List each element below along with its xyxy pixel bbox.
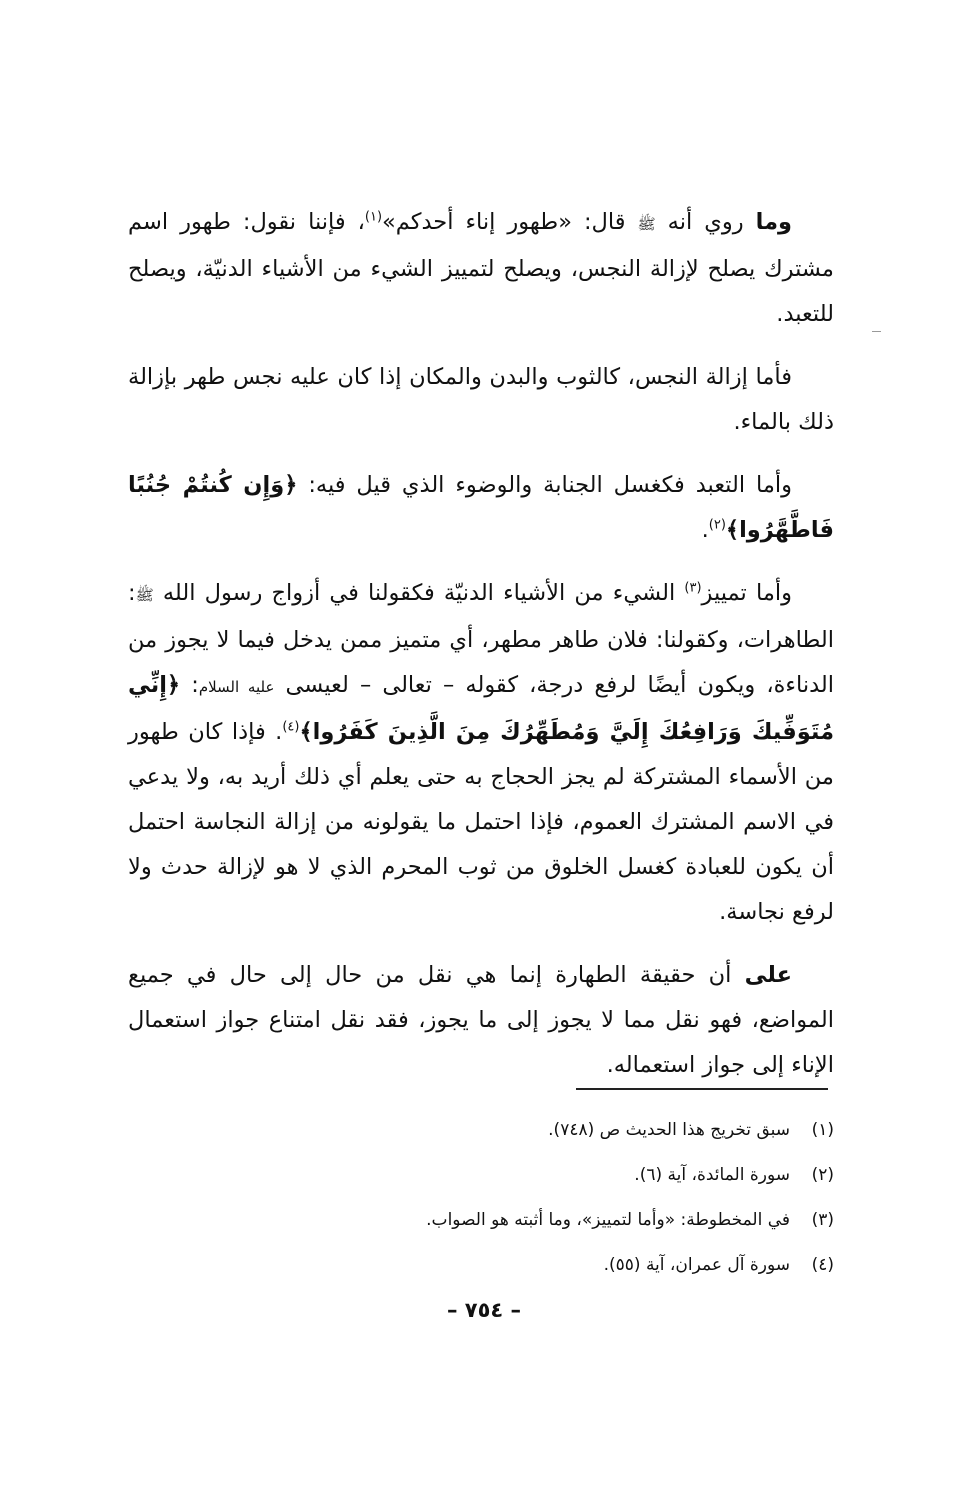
footnote-text: سبق تخريج هذا الحديث ص (٧٤٨). xyxy=(548,1120,790,1140)
footnote-number: (٤) xyxy=(811,1255,834,1275)
paragraph-4: وأما تمييز$^{(٣)}$ الشيء من الأشياء الدنيّة فكقولنا في أزواج رسول الله ﷺ: الطاهرات، وكقولنا: فلان طاهر مطهر، أي متميز ممن يدخل فيما لا يجوز من الدناءة، ويكون أيضًا لرفع درجة، كقوله – تعالى – لعيسى عليه السلام: ﴿إِنِّي مُتَوَفِّيكَ وَرَافِعُكَ إِلَيَّ وَمُطَهِّرُكَ مِنَ الَّذِينَ كَفَرُوا﴾$^{(٤)}$. فإذا كان طهور من الأسماء المشتركة لم يجز الحجاج به حتى يعلم أي ذلك أريد به، ولا يدعي في الاسم المشترك العموم، فإذا احتمل ما يقولونه من إزالة النجاسة احتمل أن يكون للعبادة كغسل الخلوق من ثوب المحرم الذي لا هو لإزالة حدث ولا لرفع نجاسة. xyxy=(128,580,834,925)
paragraph-1-lead: وما xyxy=(755,209,793,235)
main-text-body xyxy=(128,200,834,1088)
footnote-ref-4[interactable]: (٤) xyxy=(282,719,300,735)
quran-verse: ﴿إِنِّي مُتَوَفِّيكَ وَرَافِعُكَ إِلَيَّ وَمُطَهِّرُكَ مِنَ الَّذِينَ كَفَرُوا﴾ xyxy=(128,672,834,745)
footnote-ref-2[interactable]: (٢) xyxy=(708,517,726,533)
honorific-mark: عليه السلام xyxy=(198,678,275,696)
footnote-text: سورة آل عمران، آية (٥٥). xyxy=(603,1255,790,1275)
honorific-mark: ﷺ xyxy=(637,215,656,233)
footnote-number: (١) xyxy=(811,1120,834,1140)
honorific-mark: ﷺ xyxy=(135,586,154,604)
paragraph-1: وما روي أنه ﷺ قال: «طهور إناء أحدكم»$^{(١)}$، فإننا نقول: طهور اسم مشترك يصلح لإزالة النجس، ويصلح لتمييز الشيء من الأشياء الدنيّة، ويصلح للتعبد. xyxy=(128,209,834,327)
footnote-item xyxy=(300,1118,834,1142)
footnotes-section xyxy=(300,1118,834,1298)
footnote-text: في المخطوطة: «وأما لتمييز»، وما أثبته هو الصواب. xyxy=(426,1210,790,1230)
footnote-separator xyxy=(576,1088,828,1090)
footnote-text: سورة المائدة، آية (٦). xyxy=(634,1165,790,1185)
footnote-item xyxy=(300,1253,834,1277)
margin-mark xyxy=(872,331,881,332)
footnote-number: (٢) xyxy=(811,1165,834,1185)
page-number: – ٧٥٤ – xyxy=(446,1298,522,1322)
quran-verse: ﴿وَإِن كُنتُمْ جُنُبًا فَاطَّهَّرُوا﴾ xyxy=(128,472,834,543)
footnote-item xyxy=(300,1163,834,1187)
paragraph-5-lead: على xyxy=(744,962,792,988)
footnote-number: (٣) xyxy=(811,1210,834,1230)
footnote-ref-1[interactable]: (١) xyxy=(364,209,383,225)
paragraph-5: على أن حقيقة الطهارة إنما هي نقل من حال إلى حال في جميع المواضع، فهو نقل مما لا يجوز إلى ما يجوز، فقد نقل امتناع جواز استعمال الإناء إلى جواز استعماله. xyxy=(128,962,834,1078)
paragraph-2: فأما إزالة النجس، كالثوب والبدن والمكان إذا كان عليه نجس طهر بإزالة ذلك بالماء. xyxy=(128,364,834,435)
footnote-item xyxy=(300,1208,834,1232)
footnote-ref-3[interactable]: (٣) xyxy=(684,580,702,596)
paragraph-3: وأما التعبد فكغسل الجنابة والوضوء الذي قيل فيه: ﴿وَإِن كُنتُمْ جُنُبًا فَاطَّهَّرُوا﴾$^{(٢)}$. xyxy=(128,472,834,543)
